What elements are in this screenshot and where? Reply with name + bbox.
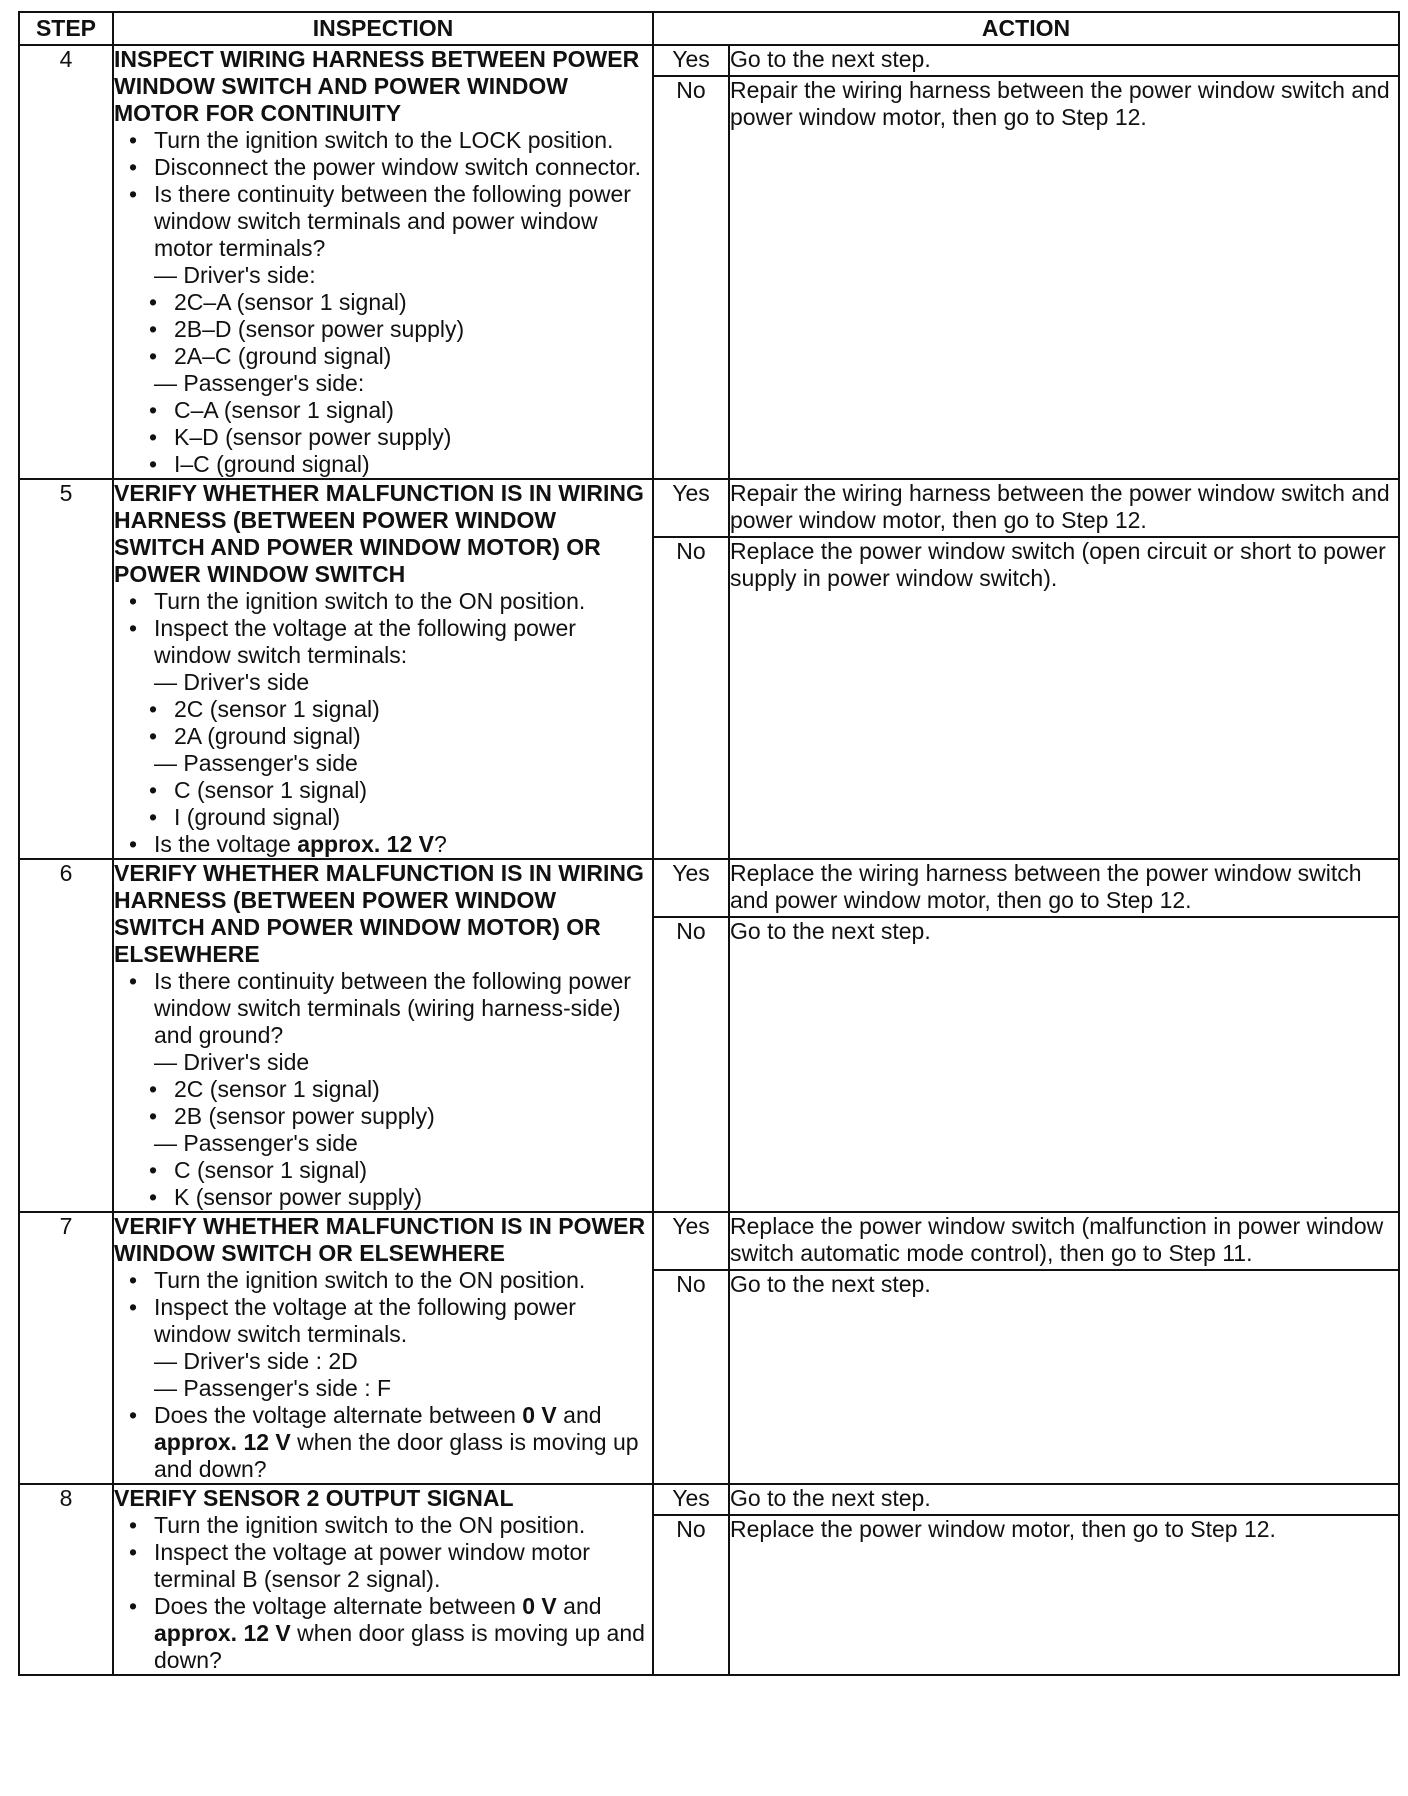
step-title: VERIFY WHETHER MALFUNCTION IS IN POWER WINDOW SWITCH OR ELSEWHERE [114,1213,646,1266]
voltage-value: approx. 12 V [154,1620,291,1646]
no-label: No [653,537,729,859]
inspection-list [114,831,652,858]
inspection-bullet [154,615,652,696]
step-number: 7 [19,1212,113,1484]
terminal-list [114,397,652,478]
header-step: STEP [19,12,113,45]
no-label: No [653,1515,729,1675]
terminal-item: • 2A–C (ground signal) [174,343,652,370]
inspection-bullet [154,1593,652,1674]
terminal-item: • C–A (sensor 1 signal) [174,397,652,424]
bullet-text: and [556,1593,602,1619]
bullet-text: when door glass is moving up and down? [154,1620,645,1673]
terminal-passenger: — Passenger's side : F [154,1375,652,1402]
terminal-item: • K–D (sensor power supply) [174,424,652,451]
terminal-item: • C (sensor 1 signal) [174,777,652,804]
step-inspection [113,1484,653,1675]
step-7-yes-row [19,1212,1399,1270]
inspection-bullet: • Turn the ignition switch to the ON position. [154,1512,652,1539]
inspection-list [114,1512,652,1674]
step-title: VERIFY WHETHER MALFUNCTION IS IN WIRING HARNESS (BETWEEN POWER WINDOW SWITCH AND POWER WINDOW MOTOR) OR ELSEWHERE [114,860,644,967]
diagnostic-table [18,11,1400,1676]
sub-group-label: — Driver's side: [154,262,652,289]
step-inspection [113,45,653,479]
inspection-bullet [154,831,652,858]
yes-action: Replace the wiring harness between the power window switch and power window motor, then go to Step 12. [729,859,1399,917]
bullet-text: when the door glass is moving up and down? [154,1429,639,1482]
bullet-text: Is the voltage [154,831,298,857]
header-action: ACTION [653,12,1399,45]
bullet-text: Is there continuity between the following power window switch terminals and power window motor terminals? [154,181,631,261]
terminal-item: • C (sensor 1 signal) [174,1157,652,1184]
no-label: No [653,76,729,479]
yes-label: Yes [653,479,729,537]
sub-group-label: — Driver's side [154,669,652,696]
yes-action: Go to the next step. [729,1484,1399,1515]
header-inspection: INSPECTION [113,12,653,45]
yes-label: Yes [653,1484,729,1515]
yes-label: Yes [653,45,729,76]
yes-action: Go to the next step. [729,45,1399,76]
step-inspection [113,479,653,859]
voltage-value: 0 V [522,1593,557,1619]
terminal-item: • 2A (ground signal) [174,723,652,750]
no-action: Replace the power window switch (open circuit or short to power supply in power window switch). [729,537,1399,859]
terminal-item: • 2C–A (sensor 1 signal) [174,289,652,316]
terminal-item: • 2C (sensor 1 signal) [174,1076,652,1103]
inspection-bullet [154,968,652,1076]
terminal-item: • 2C (sensor 1 signal) [174,696,652,723]
inspection-bullet [154,181,652,289]
no-label: No [653,1270,729,1484]
sub-group-label: — Passenger's side [154,1130,652,1157]
step-8-yes-row [19,1484,1399,1515]
voltage-value: 0 V [522,1402,557,1428]
no-label: No [653,917,729,1212]
inspection-list [114,588,652,696]
sub-group-label: — Passenger's side [154,750,652,777]
inspection-bullet: • Turn the ignition switch to the ON position. [154,588,652,615]
bullet-text: and [556,1402,602,1428]
voltage-value: approx. 12 V [154,1429,291,1455]
terminal-item: • K (sensor power supply) [174,1184,652,1211]
terminal-list [114,1157,652,1211]
yes-action: Replace the power window switch (malfunction in power window switch automatic mode control), then go to Step 11. [729,1212,1399,1270]
no-action: Go to the next step. [729,917,1399,1212]
bullet-text: Is there continuity between the following power window switch terminals (wiring harness-side) and ground? [154,968,631,1048]
bullet-text: Does the voltage alternate between [154,1402,523,1428]
yes-action: Repair the wiring harness between the power window switch and power window motor, then go to Step 12. [729,479,1399,537]
inspection-bullet: • Turn the ignition switch to the ON position. [154,1267,652,1294]
step-5-yes-row [19,479,1399,537]
terminal-list [114,1076,652,1130]
bullet-text: Inspect the voltage at the following power window switch terminals: [154,615,576,668]
bullet-text: Inspect the voltage at the following power window switch terminals. [154,1294,576,1347]
step-4-yes-row [19,45,1399,76]
bullet-text: ? [433,831,447,857]
step-number: 8 [19,1484,113,1675]
step-title: INSPECT WIRING HARNESS BETWEEN POWER WINDOW SWITCH AND POWER WINDOW MOTOR FOR CONTINUITY [114,46,640,126]
inspection-bullet: • Disconnect the power window switch connector. [154,154,652,181]
voltage-value: approx. 12 V [297,831,434,857]
sub-group-label: — Passenger's side: [154,370,652,397]
step-6-yes-row [19,859,1399,917]
step-title: VERIFY SENSOR 2 OUTPUT SIGNAL [114,1485,514,1511]
no-action: Replace the power window motor, then go to Step 12. [729,1515,1399,1675]
terminal-list [114,696,652,750]
bullet-text: Does the voltage alternate between [154,1593,523,1619]
inspection-list [114,968,652,1076]
step-number: 5 [19,479,113,859]
no-action: Go to the next step. [729,1270,1399,1484]
step-inspection [113,859,653,1212]
step-number: 4 [19,45,113,479]
no-action: Repair the wiring harness between the power window switch and power window motor, then go to Step 12. [729,76,1399,479]
inspection-bullet [154,1294,652,1402]
terminal-item: • 2B (sensor power supply) [174,1103,652,1130]
terminal-list [114,777,652,831]
inspection-list [114,127,652,289]
step-number: 6 [19,859,113,1212]
inspection-bullet: • Turn the ignition switch to the LOCK position. [154,127,652,154]
yes-label: Yes [653,1212,729,1270]
terminal-item: • I (ground signal) [174,804,652,831]
terminal-item: • 2B–D (sensor power supply) [174,316,652,343]
inspection-list [114,1267,652,1483]
terminal-list [114,289,652,370]
inspection-bullet [154,1402,652,1483]
yes-label: Yes [653,859,729,917]
terminal-item: • I–C (ground signal) [174,451,652,478]
terminal-driver: — Driver's side : 2D [154,1348,652,1375]
step-title: VERIFY WHETHER MALFUNCTION IS IN WIRING HARNESS (BETWEEN POWER WINDOW SWITCH AND POWER WINDOW MOTOR) OR POWER WINDOW SWITCH [114,480,644,587]
header-row [19,12,1399,45]
inspection-bullet: • Inspect the voltage at power window motor terminal B (sensor 2 signal). [154,1539,652,1593]
step-inspection [113,1212,653,1484]
sub-group-label: — Driver's side [154,1049,652,1076]
